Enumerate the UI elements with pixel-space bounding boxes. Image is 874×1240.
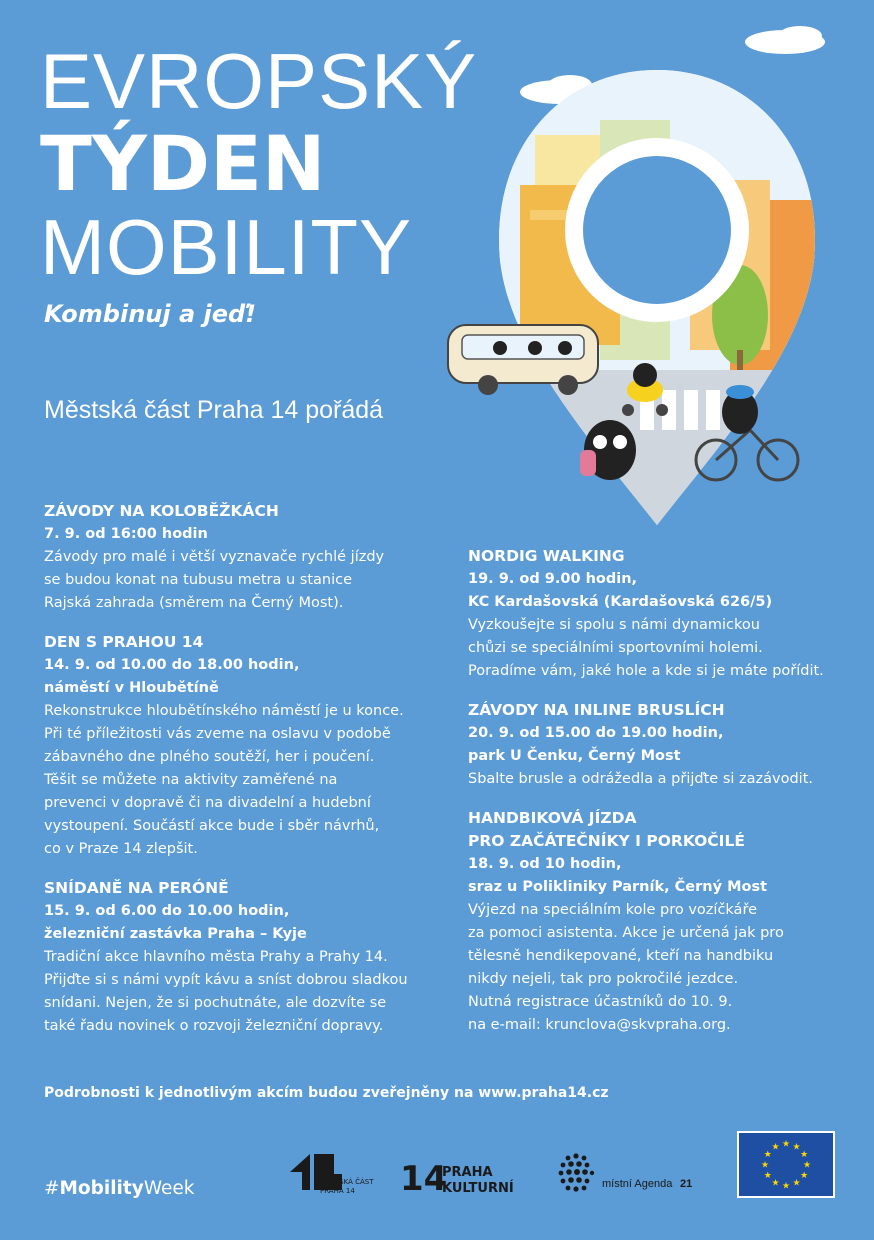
hashtag-bold: Mobility — [59, 1178, 144, 1199]
praha14-logo-line2: PRAHA 14 — [320, 1187, 355, 1195]
event-heading-line: HANDBIKOVÁ JÍZDA — [468, 809, 637, 827]
event-description-line: Přijďte si s námi vypít kávu a sníst dobrou sladkou — [44, 972, 408, 988]
event-description-line: tělesně hendikepované, kteří na handbiku — [468, 948, 774, 964]
event-description-line: se budou konat na tubusu metra u stanice — [44, 572, 353, 588]
eu-star-icon: ★ — [771, 1178, 780, 1189]
pin-hole — [574, 147, 740, 313]
event-block — [44, 877, 444, 1038]
eu-star-icon: ★ — [800, 1150, 809, 1160]
event-description-line: Vyzkoušejte si spolu s námi dynamickou — [468, 617, 760, 633]
title-line-1: EVROPSKÝ — [40, 37, 478, 125]
event-when: železniční zastávka Praha – Kyje — [44, 926, 307, 942]
event-when: 14. 9. od 10.00 do 18.00 hodin, — [44, 657, 300, 673]
event-description-line: vystoupení. Součástí akce bude i sběr návrhů, — [44, 818, 380, 834]
event-description-line: také řadu novinek o rozvoji železniční dopravy. — [44, 1018, 384, 1034]
title-line-3: MOBILITY — [40, 203, 413, 291]
event-description-line: Těšit se můžete na aktivity zaměřené na — [44, 772, 338, 788]
event-when: náměstí v Hloubětíně — [44, 680, 219, 696]
event-when: 18. 9. od 10 hodin, — [468, 856, 622, 872]
event-description-line: za pomoci asistenta. Akce je určená jak pro — [468, 925, 784, 941]
event-description-line: Při té příležitosti vás zveme na oslavu v podobě — [44, 726, 391, 742]
event-description-line: co v Praze 14 zlepšit. — [44, 841, 198, 857]
event-heading-line: DEN S PRAHOU 14 — [44, 633, 204, 651]
title-line-2: TÝDEN — [40, 119, 326, 208]
event-when: park U Čenku, Černý Most — [468, 748, 681, 764]
event-description-line: Výjezd na speciálním kole pro vozíčkáře — [468, 902, 758, 918]
eu-star-icon: ★ — [792, 1178, 801, 1189]
agenda21-logo-label: místní Agenda — [602, 1178, 673, 1190]
event-heading — [468, 545, 868, 568]
event-description-line: prevenci v dopravě či na divadelní a hudební — [44, 795, 371, 811]
eu-star-icon: ★ — [781, 1139, 791, 1150]
event-heading-line: ZÁVODY NA KOLOBĚŽKÁCH — [44, 502, 279, 520]
praha14-logo-icon — [288, 1150, 374, 1200]
organizer: Městská část Praha 14 pořádá — [44, 396, 384, 424]
event-description-line: Nutná registrace účastníků do 10. 9. — [468, 994, 733, 1010]
eu-star-icon: ★ — [792, 1142, 801, 1153]
praha-kulturni-logo-line1: PRAHA — [442, 1165, 493, 1180]
event-heading-line: NORDIG WALKING — [468, 547, 625, 565]
agenda21-logo-num: 21 — [680, 1178, 693, 1190]
event-description-line: zábavného dne plného soutěží, her i poučení. — [44, 749, 375, 765]
event-heading — [44, 631, 444, 654]
poster-title — [40, 37, 478, 291]
eu-star-icon: ★ — [800, 1171, 809, 1181]
event-description-line: Závody pro malé i větší vyznavače rychlé jízdy — [44, 549, 385, 565]
event-description-line: chůzi se speciálními sportovními holemi. — [468, 640, 763, 656]
praha-kulturni-logo-icon — [400, 1150, 530, 1200]
bus-icon — [448, 325, 598, 395]
event-description-line: Poradíme vám, jaké hole a kde si je máte pořídit. — [468, 663, 824, 679]
event-description-line: Rajská zahrada (směrem na Černý Most). — [44, 595, 344, 611]
event-when: KC Kardašovská (Kardašovská 626/5) — [468, 594, 773, 610]
mobility-pin-illustration — [440, 30, 874, 530]
event-block — [44, 631, 444, 861]
eu-star-icon: ★ — [760, 1160, 770, 1171]
event-when: 20. 9. od 15.00 do 19.00 hodin, — [468, 725, 724, 741]
event-description-line: snídani. Nejen, že si pochutnáte, ale dozvíte se — [44, 995, 387, 1011]
event-heading-line: ZÁVODY NA INLINE BRUSLÍCH — [468, 701, 725, 719]
event-heading — [468, 807, 868, 853]
event-description-line: Rekonstrukce hloubětínského náměstí je u konce. — [44, 703, 404, 719]
eu-flag-icon — [737, 1131, 835, 1198]
event-heading-line: SNÍDANĚ NA PERÓNĚ — [44, 879, 229, 897]
slogan: Kombinuj a jeď! — [44, 300, 257, 328]
eu-star-icon: ★ — [763, 1150, 772, 1160]
praha-kulturni-logo-num: 14 — [400, 1159, 448, 1199]
hashtag-prefix: # — [44, 1178, 60, 1199]
event-description-line: Tradiční akce hlavního města Prahy a Prahy 14. — [44, 949, 388, 965]
event-when: sraz u Polikliniky Parník, Černý Most — [468, 879, 768, 895]
event-block — [468, 699, 868, 791]
event-heading — [44, 500, 444, 523]
event-description-line: nikdy nejeli, tak pro pokročilé jezdce. — [468, 971, 739, 987]
event-heading-line: PRO ZAČÁTEČNÍKY I PORKOČILÉ — [468, 832, 745, 850]
event-description-line: na e-mail: krunclova@skvpraha.org. — [468, 1017, 731, 1033]
event-description-line: Sbalte brusle a odrážedla a přijďte si zazávodit. — [468, 771, 813, 787]
details-note: Podrobnosti k jednotlivým akcím budou zveřejněny na www.praha14.cz — [44, 1085, 609, 1101]
eu-star-icon: ★ — [771, 1142, 780, 1153]
event-heading — [44, 877, 444, 900]
event-when: 15. 9. od 6.00 do 10.00 hodin, — [44, 903, 290, 919]
event-block — [468, 545, 868, 683]
agenda21-logo-icon — [556, 1150, 706, 1200]
event-when: 19. 9. od 9.00 hodin, — [468, 571, 638, 587]
event-heading — [468, 699, 868, 722]
eu-star-icon: ★ — [763, 1171, 772, 1181]
praha-kulturni-logo-line2: KULTURNÍ — [442, 1181, 514, 1196]
event-when: 7. 9. od 16:00 hodin — [44, 526, 208, 542]
hashtag-suffix: Week — [143, 1178, 195, 1199]
right-events-column — [468, 545, 868, 1053]
left-events-column — [44, 500, 444, 1054]
eu-star-icon: ★ — [802, 1160, 812, 1171]
eu-star-icon: ★ — [781, 1181, 791, 1192]
event-block — [468, 807, 868, 1037]
event-block — [44, 500, 444, 615]
praha14-logo-line1: MĚSTSKÁ ČÁST — [320, 1178, 374, 1186]
hashtag — [44, 1178, 195, 1199]
